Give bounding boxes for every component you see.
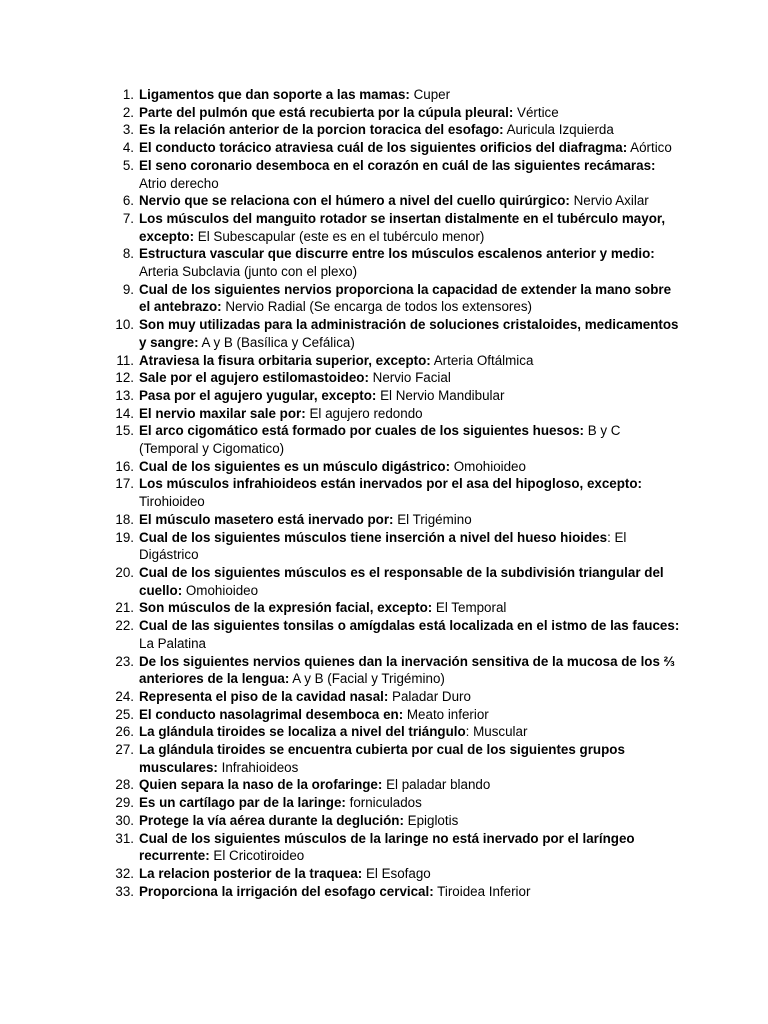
answer-text: Arteria Subclavia (junto con el plexo) [139,264,358,280]
answer-text: Cuper [409,87,451,102]
item-number: 33. [115,883,134,899]
item-number: 5. [122,157,134,173]
list-item [112,475,680,510]
answer-text: Meato inferior [403,706,489,722]
question-text: Es la relación anterior de la porcion toracica del esofago: [139,122,504,138]
question-text: Pasa por el agujero yugular, excepto: [139,387,377,403]
question-text: El nervio maxilar sale por: [139,405,306,421]
list-item [112,564,680,599]
question-text: De los siguientes nervios quienes dan la inervación sensitiva de la mucosa de los ⅔ anteriores de la lengua: [139,653,675,687]
item-number: 30. [115,812,134,828]
item-number: 27. [115,742,134,758]
answer-text: Nervio Axilar [569,193,649,209]
item-number: 13. [115,387,134,403]
item-number: 10. [115,317,134,333]
answer-text: : El Digástrico [139,529,627,563]
question-text: Atraviesa la fisura orbitaria superior, excepto: [139,352,431,368]
list-item [112,104,680,122]
item-number: 32. [115,865,134,881]
list-item [112,653,680,688]
item-number: 28. [115,777,134,793]
question-text: Cual de los siguientes músculos de la laringe no está inervado por el laríngeo recurrente: [139,830,635,864]
item-number: 31. [115,830,134,846]
question-text: Estructura vascular que discurre entre los músculos escalenos anterior y medio: [139,246,655,262]
answer-text: Omohioideo [450,458,526,474]
question-text: Ligamentos que dan soporte a las mamas: [139,87,410,102]
answer-text: Omohioideo [182,582,259,598]
list-item [112,511,680,529]
item-number: 8. [122,246,134,262]
answer-text: Auricula Izquierda [503,122,614,138]
item-number: 26. [115,724,134,740]
item-number: 6. [122,193,134,209]
answer-text: Arteria Oftálmica [430,352,534,368]
answer-text: Nervio Facial [368,370,451,386]
list-item [112,883,680,901]
question-text: Representa el piso de la cavidad nasal: [139,688,389,704]
question-text: Quien separa la naso de la orofaringe: [139,777,383,793]
item-number: 9. [122,281,134,297]
answer-text: A y B (Basílica y Cefálica) [198,334,355,350]
question-text: Cual de los siguientes músculos tiene inserción a nivel del hueso hioides [139,529,608,545]
list-item [112,139,680,157]
item-number: 21. [115,600,134,616]
answer-text: Aórtico [627,140,672,156]
list-item [112,529,680,564]
question-text: Protege la vía aérea durante la deglución: [139,812,404,828]
item-number: 25. [115,706,134,722]
answer-text: El Esofago [362,865,431,881]
list-item [112,458,680,476]
item-number: 14. [115,405,134,421]
answer-text: Tirohioideo [139,494,205,510]
answer-text: Epiglotis [403,812,459,828]
question-text: La relacion posterior de la traquea: [139,865,363,881]
item-number: 19. [115,529,134,545]
list-item [112,812,680,830]
item-number: 12. [115,370,134,386]
list-item [112,776,680,794]
list-item [112,723,680,741]
answer-text: El Nervio Mandibular [376,387,505,403]
item-number: 24. [115,688,134,704]
item-number: 17. [115,476,134,492]
question-text: Son muy utilizadas para la administración de soluciones cristaloides, medicamentos y sangre: [139,317,679,350]
answer-text: El Trigémino [393,511,472,527]
item-number: 23. [115,653,134,669]
question-text: Proporciona la irrigación del esofago cervical: [139,883,434,899]
list-item [112,599,680,617]
list-item [112,865,680,883]
question-text: El conducto nasolagrimal desemboca en: [139,706,404,722]
question-text: El seno coronario desemboca en el corazón en cuál de las siguientes recámaras: [139,157,656,173]
list-item [112,422,680,457]
item-number: 2. [122,104,134,120]
item-number: 3. [122,122,134,138]
list-item [112,352,680,370]
answer-text: El Cricotiroideo [209,848,305,864]
question-text: Parte del pulmón que está recubierta por la cúpula pleural: [139,104,514,120]
answer-text: Vértice [513,104,559,120]
answer-text: El Subescapular (este es en el tubérculo menor) [194,228,485,244]
question-text: Los músculos infrahioideos están inervados por el asa del hipogloso, excepto: [139,476,643,492]
question-text: La glándula tiroides se localiza a nivel del triángulo [139,724,466,740]
answer-text: B y C (Temporal y Cigomatico) [139,423,621,457]
list-item [112,210,680,245]
list-item [112,688,680,706]
list-item [112,706,680,724]
answer-text: La Palatina [139,635,207,651]
question-text: Cual de los siguientes músculos es el responsable de la subdivisión triangular del cuello: [139,564,664,598]
list-item [112,157,680,192]
answer-text: Atrio derecho [139,175,219,191]
question-text: Sale por el agujero estilomastoideo: [139,370,369,386]
question-text: Nervio que se relaciona con el húmero a nivel del cuello quirúrgico: [139,193,570,209]
list-item [112,741,680,776]
answer-text: A y B (Facial y Trigémino) [289,671,445,687]
list-item [112,405,680,423]
item-number: 1. [122,87,134,102]
answer-text: forniculados [345,795,422,811]
item-number: 18. [115,511,134,527]
answer-text: El paladar blando [382,777,491,793]
answer-text: El Temporal [432,600,507,616]
list-item [112,121,680,139]
question-answer-list [112,86,680,900]
item-number: 11. [116,352,134,368]
item-number: 20. [115,564,134,580]
list-item [112,86,680,104]
answer-text: Tiroidea Inferior [433,883,531,899]
question-text: El arco cigomático está formado por cuales de los siguientes huesos: [139,423,584,439]
list-item [112,192,680,210]
item-number: 7. [122,210,134,226]
answer-text: Paladar Duro [388,688,471,704]
item-number: 15. [115,423,134,439]
answer-text: Nervio Radial (Se encarga de todos los extensores) [221,299,532,315]
question-text: Los músculos del manguito rotador se insertan distalmente en el tubérculo mayor, excepto: [139,210,666,244]
list-item [112,369,680,387]
question-text: El músculo masetero está inervado por: [139,511,394,527]
question-text: Cual de las siguientes tonsilas o amígdalas está localizada en el istmo de las fauces: [139,618,680,634]
item-number: 22. [115,618,134,634]
question-text: La glándula tiroides se encuentra cubierta por cual de los siguientes grupos musculares: [139,742,625,775]
question-text: Son músculos de la expresión facial, excepto: [139,600,433,616]
list-item [112,794,680,812]
question-text: El conducto torácico atraviesa cuál de los siguientes orificios del diafragma: [139,140,628,156]
list-item [112,617,680,652]
list-item [112,316,680,351]
item-number: 29. [115,795,134,811]
answer-text: Infrahioideos [217,759,299,775]
answer-text: : Muscular [465,724,528,740]
item-number: 4. [122,140,134,156]
question-text: Es un cartílago par de la laringe: [139,795,346,811]
list-item [112,281,680,316]
item-number: 16. [115,458,134,474]
question-text: Cual de los siguientes es un músculo digástrico: [139,458,451,474]
list-item [112,830,680,865]
question-text: Cual de los siguientes nervios proporciona la capacidad de extender la mano sobre el antebrazo: [139,281,672,315]
list-item [112,245,680,280]
answer-text: El agujero redondo [305,405,423,421]
list-item [112,387,680,405]
